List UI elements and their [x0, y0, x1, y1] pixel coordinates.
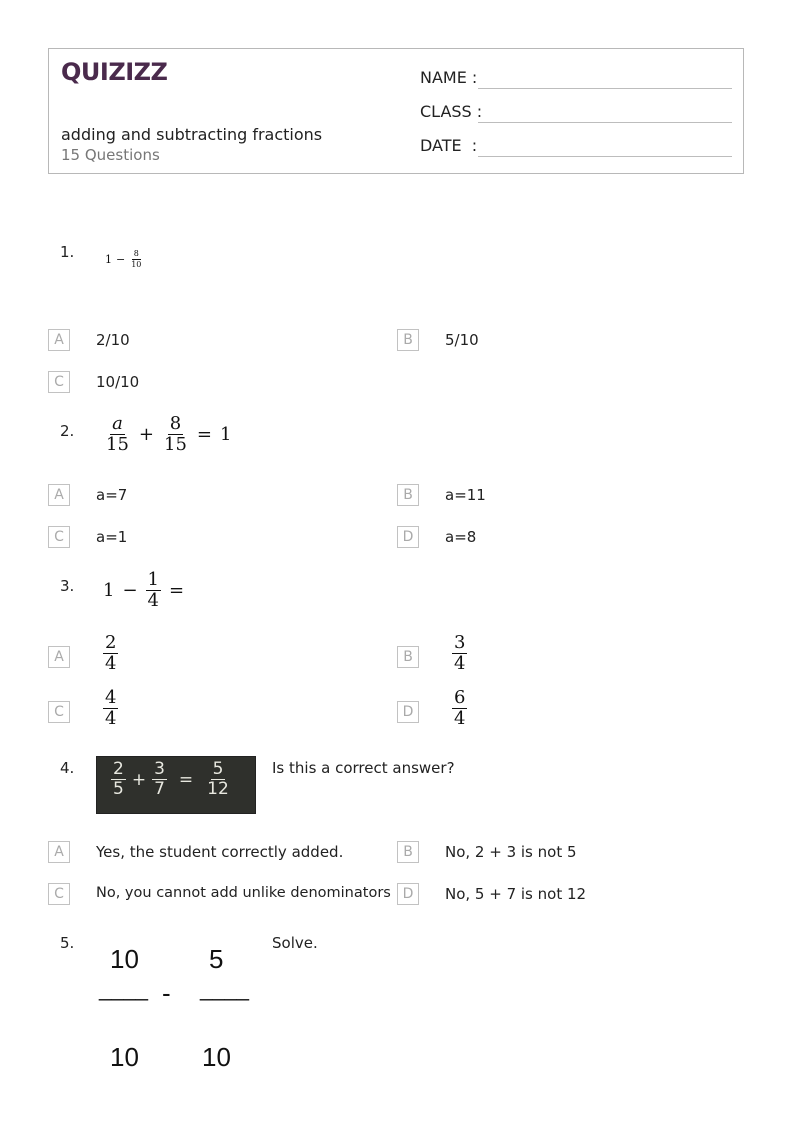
fraction: $\frac{8}{10}$ — [131, 249, 142, 269]
option-letter[interactable]: A — [48, 484, 70, 506]
option-text[interactable]: a=11 — [445, 486, 486, 504]
fraction: $\frac{8}{15}$ — [164, 413, 187, 455]
question-count: 15 Questions — [61, 146, 160, 164]
numerator: 10 — [110, 944, 139, 974]
fraction: $\frac{1}{4}$ — [147, 569, 159, 611]
option-fraction[interactable]: $\frac{4}{4}$ — [105, 687, 117, 729]
option-letter[interactable]: A — [48, 329, 70, 351]
option-letter[interactable]: D — [397, 701, 419, 723]
question-number: 5. — [60, 934, 75, 952]
question-number: 1. — [60, 243, 75, 261]
option-text[interactable]: 2/10 — [96, 331, 130, 349]
option-letter[interactable]: D — [397, 883, 419, 905]
option-fraction[interactable]: $\frac{2}{4}$ — [105, 632, 117, 674]
question-text: Solve. — [272, 934, 318, 952]
option-text[interactable]: 5/10 — [445, 331, 479, 349]
option-letter[interactable]: B — [397, 646, 419, 668]
fraction-bar: ____ — [99, 976, 148, 1001]
option-text[interactable]: No, you cannot add unlike denominators — [96, 885, 391, 901]
option-text[interactable]: a=7 — [96, 486, 128, 504]
option-letter[interactable]: A — [48, 841, 70, 863]
question-5-image — [96, 940, 256, 1080]
option-text[interactable]: a=8 — [445, 528, 477, 546]
numerator: 5 — [209, 944, 224, 974]
name-label: NAME : — [420, 68, 478, 87]
option-letter[interactable]: C — [48, 371, 70, 393]
question-number: 4. — [60, 759, 75, 777]
class-field[interactable] — [478, 122, 732, 123]
option-letter[interactable]: C — [48, 701, 70, 723]
option-text[interactable]: 10/10 — [96, 373, 140, 391]
question-2-expression: $\frac{a}{15}$ + $\frac{8}{15}$ = 1 — [106, 413, 232, 455]
chalk-equation: $\frac{2}{5}$ + $\frac{3}{7}$ = $\frac{5}{12}$ — [113, 759, 229, 799]
question-text: Is this a correct answer? — [272, 759, 455, 777]
fraction-bar: ____ — [200, 976, 249, 1001]
fraction: $\frac{a}{15}$ — [106, 413, 129, 455]
option-letter[interactable]: D — [397, 526, 419, 548]
option-letter[interactable]: C — [48, 883, 70, 905]
class-label: CLASS : — [420, 102, 483, 121]
denominator: 10 — [110, 1042, 139, 1072]
option-letter[interactable]: B — [397, 329, 419, 351]
question-number: 3. — [60, 577, 75, 595]
worksheet-title: adding and subtracting fractions — [61, 125, 323, 144]
question-number: 2. — [60, 422, 75, 440]
option-text[interactable]: No, 2 + 3 is not 5 — [445, 843, 577, 861]
option-letter[interactable]: B — [397, 484, 419, 506]
name-field[interactable] — [478, 88, 732, 89]
option-text[interactable]: No, 5 + 7 is not 12 — [445, 885, 587, 903]
option-fraction[interactable]: $\frac{3}{4}$ — [454, 632, 466, 674]
option-letter[interactable]: C — [48, 526, 70, 548]
minus-sign: - — [162, 978, 171, 1008]
date-field[interactable] — [478, 156, 732, 157]
option-text[interactable]: a=1 — [96, 528, 128, 546]
denominator: 10 — [202, 1042, 231, 1072]
quizizz-logo: QUIZIZZ — [61, 58, 168, 86]
option-letter[interactable]: B — [397, 841, 419, 863]
option-letter[interactable]: A — [48, 646, 70, 668]
option-text[interactable]: Yes, the student correctly added. — [96, 843, 344, 861]
option-fraction[interactable]: $\frac{6}{4}$ — [454, 687, 466, 729]
chalkboard-image — [96, 756, 256, 814]
question-3-expression: 1 − $\frac{1}{4}$ = — [103, 569, 185, 611]
date-label: DATE : — [420, 136, 478, 155]
question-1-expression: 1 − $\frac{8}{10}$ — [105, 249, 142, 269]
